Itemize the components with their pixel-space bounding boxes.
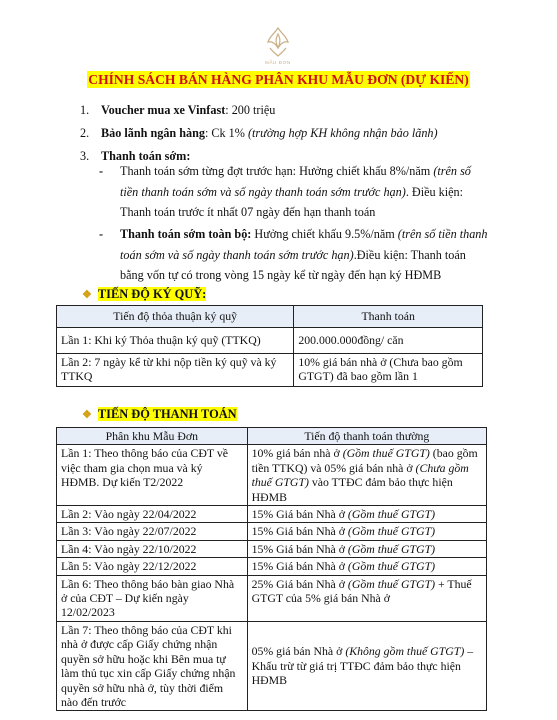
table-cell: 25% Giá bán Nhà ở (Gồm thuế GTGT) + Thuế GTGT của 5% giá bán Nhà ở: [247, 575, 486, 621]
table-cell: 200.000.000đồng/ căn: [294, 328, 483, 354]
table-header-row: [57, 306, 483, 328]
deposit-table: [56, 305, 483, 387]
table-cell: 15% Giá bán Nhà ở (Gồm thuế GTGT): [247, 558, 486, 575]
payment-schedule-table: [56, 427, 487, 711]
table-row: [57, 354, 483, 387]
early-payment-partial: Thanh toán sớm từng đợt trước hạn: Hưởng chiết khấu 8%/năm (trên số tiền thanh toán sớm và số ngày thanh toán sớm trước hạn). Điều kiện: Thanh toán trước ít nhất 07 ngày đến hạn thanh toán: [120, 164, 471, 219]
table-header: Tiến độ thanh toán thường: [247, 428, 486, 445]
table-cell: Lần 6: Theo thông báo bàn giao Nhà ở của CĐT – Dự kiến ngày 12/02/2023: [57, 575, 248, 621]
policy-item-1: 1. Voucher mua xe Vinfast: 200 triệu: [80, 103, 276, 117]
section-payment-heading: ❖ TIẾN ĐỘ THANH TOÁN: [82, 407, 237, 421]
table-row: [57, 558, 487, 575]
table-cell: Lần 5: Vào ngày 22/12/2022: [57, 558, 248, 575]
table-row: [57, 575, 487, 621]
bullet-dash: -: [99, 227, 104, 241]
table-cell: 15% Giá bán Nhà ở (Gồm thuế GTGT): [247, 506, 486, 523]
table-cell: 10% giá bán nhà ở (Gồm thuế GTGT) (bao gồm tiền TTKQ) và 05% giá bán nhà ở (Chưa gồm thuế GTGT) vào TTĐC đảm bảo thực hiện HĐMB: [247, 445, 486, 506]
diamond-bullet-icon: ❖: [82, 289, 92, 301]
table-cell: 05% giá bán Nhà ở (Không gồm thuế GTGT) – Khấu trừ từ giá trị TTĐC đảm bảo thực hiện HĐMB: [247, 621, 486, 710]
table-header: Tiến độ thỏa thuận ký quỹ: [57, 306, 294, 328]
table-cell: 15% Giá bán Nhà ở (Gồm thuế GTGT): [247, 523, 486, 540]
table-row: [57, 523, 487, 540]
table-header-row: [57, 428, 487, 445]
bullet-dash: -: [99, 164, 104, 178]
table-cell: Lần 1: Theo thông báo của CĐT về việc tham gia chọn mua và ký HĐMB. Dự kiến T2/2022: [57, 445, 248, 506]
diamond-bullet-icon: ❖: [82, 409, 92, 421]
table-cell: 15% Giá bán Nhà ở (Gồm thuế GTGT): [247, 540, 486, 557]
table-cell: Lần 4: Vào ngày 22/10/2022: [57, 540, 248, 557]
page-title: CHÍNH SÁCH BÁN HÀNG PHÂN KHU MẪU ĐƠN (DỰ KIẾN): [88, 72, 469, 87]
table-cell: Lần 1: Khi ký Thỏa thuận ký quỹ (TTKQ): [57, 328, 294, 354]
logo-text: MẪU ĐƠN: [265, 60, 291, 65]
table-row: [57, 328, 483, 354]
table-row: [57, 621, 487, 710]
table-cell: Lần 2: Vào ngày 22/04/2022: [57, 506, 248, 523]
table-row: [57, 445, 487, 506]
section-deposit-heading: ❖ TIẾN ĐỘ KÝ QUỸ:: [82, 287, 207, 301]
policy-item-3: 3. Thanh toán sớm:: [80, 149, 191, 163]
table-cell: Lần 3: Vào ngày 22/07/2022: [57, 523, 248, 540]
table-cell: 10% giá bán nhà ở (Chưa bao gồm GTGT) đã bao gồm lần 1: [294, 354, 483, 387]
table-cell: Lần 7: Theo thông báo của CĐT khi nhà ở được cấp Giấy chứng nhận quyền sở hữu hoặc khi Bên mua tự làm thủ tục xin cấp Giấy chứng nhận quyền sở hữu nhà ở, tùy thời điểm nào đến trước: [57, 621, 248, 710]
early-payment-full: Thanh toán sớm toàn bộ: Hưởng chiết khấu 9.5%/năm (trên số tiền thanh toán sớm và số ngày thanh toán sớm trước hạn).Điều kiện: Thanh toán bằng vốn tự có trong vòng 15 ngày kể từ ngày đến hạn ký HĐMB: [120, 227, 488, 282]
table-row: [57, 506, 487, 523]
mau-don-logo-icon: [262, 24, 294, 60]
table-header: Thanh toán: [294, 306, 483, 328]
table-header: Phân khu Mẫu Đơn: [57, 428, 248, 445]
policy-item-2: 2. Bảo lãnh ngân hàng: Ck 1% (trường hợp KH không nhận bảo lãnh): [80, 126, 438, 140]
table-row: [57, 540, 487, 557]
table-cell: Lần 2: 7 ngày kể từ khi nộp tiền ký quỹ và ký TTKQ: [57, 354, 294, 387]
